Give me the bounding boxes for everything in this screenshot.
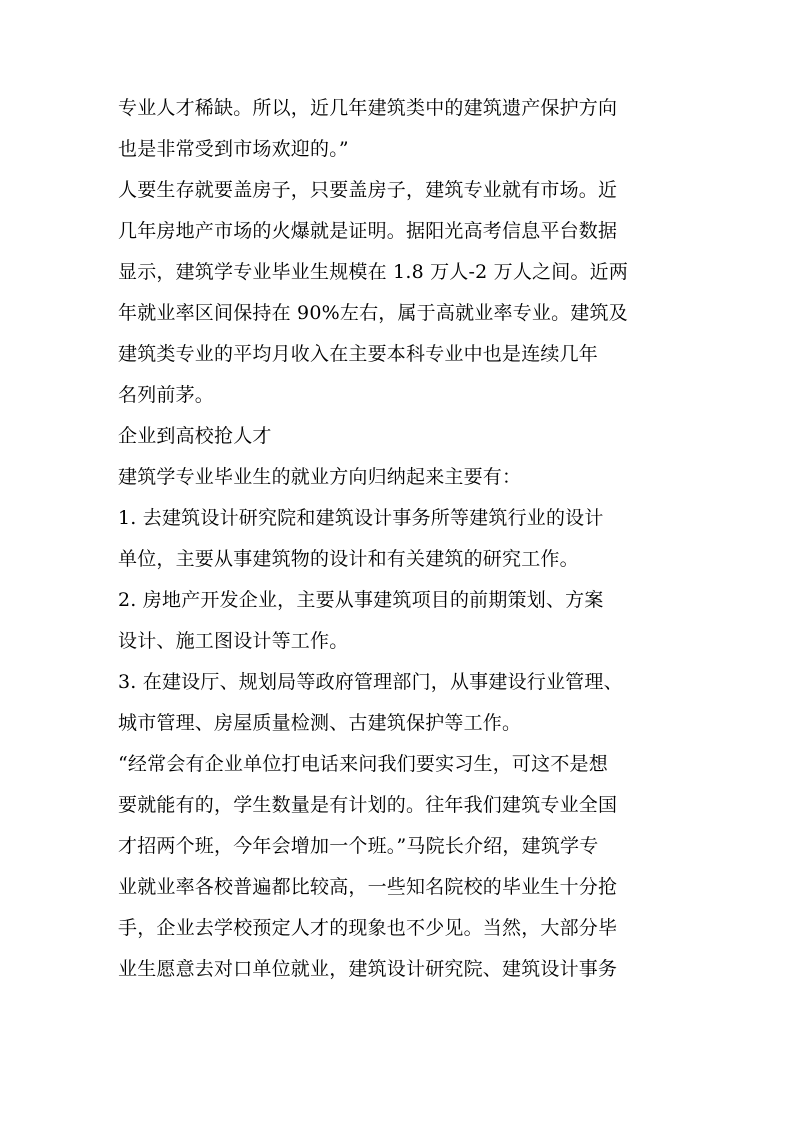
text-line: 城市管理、房屋质量检测、古建筑保护等工作。 xyxy=(118,712,522,734)
quote-line: “经常会有企业单位打电话来问我们要实习生，可这不是想 xyxy=(118,753,608,775)
text-line: 手，企业去学校预定人才的现象也不少见。当然，大部分毕 xyxy=(118,917,618,939)
text-line: 单位，主要从事建筑物的设计和有关建筑的研究工作。 xyxy=(118,548,579,570)
text-line: 才招两个班，今年会增加一个班。”马院长介绍，建筑学专 xyxy=(118,835,599,857)
text-line: 人要生存就要盖房子，只要盖房子，建筑专业就有市场。近 xyxy=(118,179,618,201)
text-line: 几年房地产市场的火爆就是证明。据阳光高考信息平台数据 xyxy=(118,220,618,242)
list-item-1: 1. 去建筑设计研究院和建筑设计事务所等建筑行业的设计 xyxy=(118,507,604,529)
section-heading: 企业到高校抢人才 xyxy=(118,425,272,447)
list-item-3: 3. 在建设厅、规划局等政府管理部门，从事建设行业管理、 xyxy=(118,671,623,693)
text-line: 专业人才稀缺。所以，近几年建筑类中的建筑遗产保护方向 xyxy=(118,97,618,119)
document-body xyxy=(118,96,678,998)
text-line: 年就业率区间保持在 90%左右，属于高就业率专业。建筑及 xyxy=(118,302,628,324)
text-line: 业生愿意去对口单位就业，建筑设计研究院、建筑设计事务 xyxy=(118,958,618,980)
text-line: 也是非常受到市场欢迎的。” xyxy=(118,138,349,160)
text-line: 建筑学专业毕业生的就业方向归纳起来主要有： xyxy=(118,466,522,488)
text-line: 要就能有的，学生数量是有计划的。往年我们建筑专业全国 xyxy=(118,794,618,816)
text-line: 名列前茅。 xyxy=(118,384,215,406)
list-item-2: 2. 房地产开发企业，主要从事建筑项目的前期策划、方案 xyxy=(118,589,604,611)
text-line: 显示，建筑学专业毕业生规模在 1.8 万人-2 万人之间。近两 xyxy=(118,261,629,283)
text-line: 业就业率各校普遍都比较高，一些知名院校的毕业生十分抢 xyxy=(118,876,618,898)
text-line: 设计、施工图设计等工作。 xyxy=(118,630,349,652)
text-line: 建筑类专业的平均月收入在主要本科专业中也是连续几年 xyxy=(118,343,599,365)
